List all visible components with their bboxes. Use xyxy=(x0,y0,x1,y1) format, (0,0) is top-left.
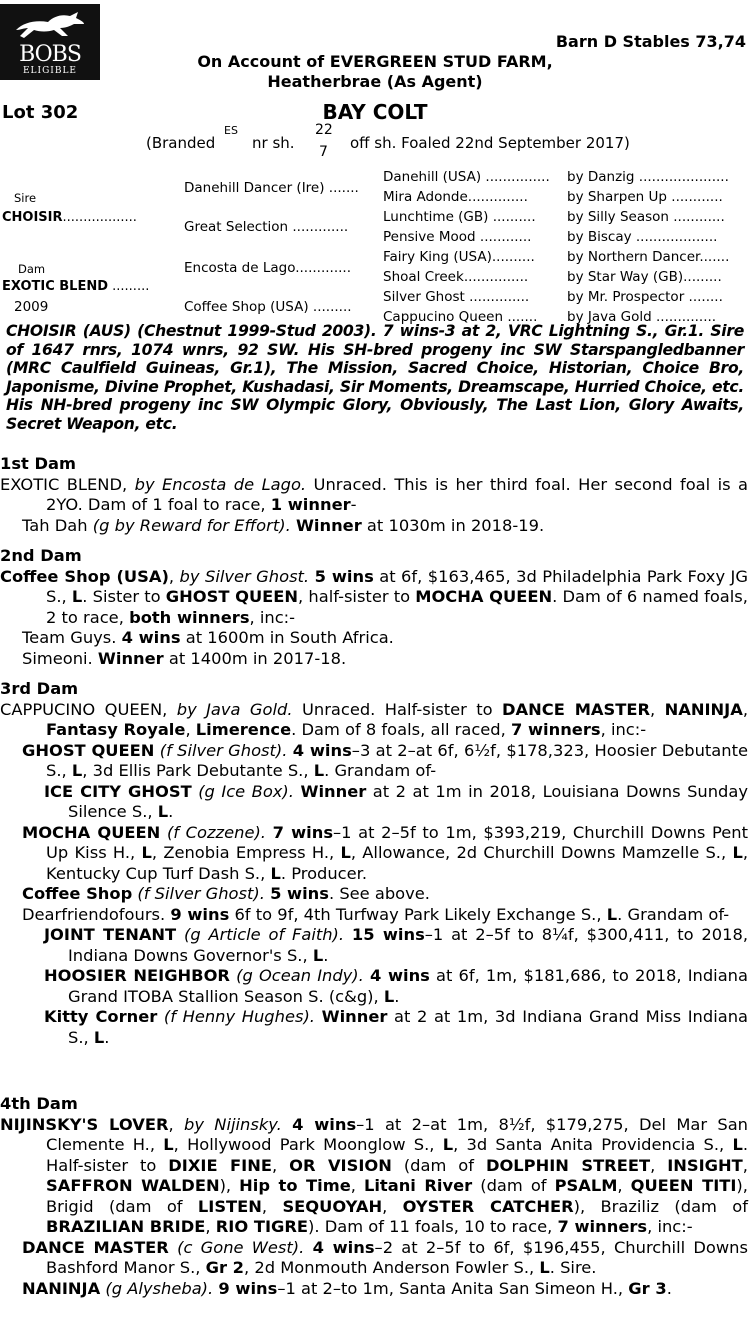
pedigree-gen3: Lunchtime (GB) .......... xyxy=(383,209,536,225)
gen4-2: by Silly Season xyxy=(567,209,669,225)
dam-entry: EXOTIC BLEND, by Encosta de Lago. Unraced. This is her third foal. Her second foal is a 2YO. Dam of 1 foal to race, 1 winner- xyxy=(0,474,748,514)
brand-mark: ES xyxy=(224,124,238,137)
dam-entry: NIJINSKY'S LOVER, by Nijinsky. 4 wins–1 at 2–at 1m, 8½f, $179,275, Del Mar San Clemente H., L, Hollywood Park Moonglow S., L, 3d Santa Anita Providencia S., L. Half-sister to DIXIE FINE, OR VISION (dam of DOLPHIN STREET, INSIGHT, SAFFRON WALDEN), Hip to Time, Litani River (dam of PSALM, QUEEN TITI), Brigid (dam of LISTEN, SEQUOYAH, OYSTER CATCHER), Braziliz (dam of BRAZILIAN BRIDE, RIO TIGRE). Dam of 11 foals, 10 to race, 7 winners, inc:- xyxy=(0,1114,749,1236)
gen3-6: Silver Ghost xyxy=(383,289,465,305)
progeny-entry: GHOST QUEEN (f Silver Ghost). 4 wins–3 at 2–at 6f, 6½f, $178,323, Hoosier Debutante S., L, 3d Ellis Park Debutante S., L. Grandam of- xyxy=(22,740,749,780)
gen4-6: by Mr. Prospector xyxy=(567,289,685,305)
gen4-5: by Star Way (GB) xyxy=(567,269,684,285)
pedigree-gen4: by Star Way (GB)......... xyxy=(567,269,722,285)
dam-entry: Coffee Shop (USA), by Silver Ghost. 5 wins at 6f, $163,465, 3d Philadelphia Park Foxy JG S., L. Sister to GHOST QUEEN, half-sister to MOCHA QUEEN. Dam of 6 named foals, 2 to race, both winners, inc:- xyxy=(0,566,748,627)
logo-text-sub: ELIGIBLE xyxy=(22,66,77,76)
progeny-entry: Simeoni. Winner at 1400m in 2017-18. xyxy=(22,648,347,668)
brand-suffix: off sh. Foaled 22nd September 2017) xyxy=(350,134,630,152)
gen2-2: Encosta de Lago xyxy=(184,260,296,276)
pedigree-gen3: Mira Adonde.............. xyxy=(383,189,528,205)
pedigree-gen3: Fairy King (USA).......... xyxy=(383,249,535,265)
progeny-entry: Tah Dah (g by Reward for Effort). Winner at 1030m in 2018-19. xyxy=(22,515,545,535)
progeny-entry: Dearfriendofours. 9 wins 6f to 9f, 4th Turfway Park Likely Exchange S., L. Grandam of- xyxy=(22,904,730,924)
gen4-7: by Java Gold xyxy=(567,309,652,325)
brand-number-bottom: 7 xyxy=(319,144,328,160)
pedigree-gen3: Silver Ghost .............. xyxy=(383,289,530,305)
pedigree-gen2: Encosta de Lago............. xyxy=(184,260,352,276)
pedigree-gen3: Cappucino Queen ....... xyxy=(383,309,538,325)
fourth-dam-section xyxy=(0,1094,748,1299)
gen2-0: Danehill Dancer (Ire) xyxy=(184,180,325,196)
pedigree-gen2: Danehill Dancer (Ire) ....... xyxy=(184,180,359,196)
brand-prefix: (Branded xyxy=(146,134,216,152)
pedigree-gen4: by Mr. Prospector ........ xyxy=(567,289,723,305)
lot-number: Lot 302 xyxy=(2,102,79,123)
gen2-1: Great Selection xyxy=(184,219,289,235)
pedigree-gen3: Danehill (USA) ............... xyxy=(383,169,550,185)
progeny-entry: Kitty Corner (f Henny Hughes). Winner at 2 at 1m, 3d Indiana Grand Miss Indiana S., L. xyxy=(44,1007,748,1047)
section-heading: 3rd Dam xyxy=(0,679,79,698)
brand-nr: nr sh. xyxy=(252,134,295,152)
pedigree-gen4: by Sharpen Up ............ xyxy=(567,189,723,205)
gen4-4: by Northern Dancer xyxy=(567,249,700,265)
dam-name-text: EXOTIC BLEND xyxy=(2,279,109,294)
vendor-line: On Account of EVERGREEN STUD FARM, xyxy=(197,52,553,71)
pedigree-gen3: Pensive Mood ............ xyxy=(383,229,532,245)
pedigree-gen3: Shoal Creek............... xyxy=(383,269,529,285)
dam-label: Dam xyxy=(18,262,46,276)
pedigree-gen4: by Northern Dancer....... xyxy=(567,249,730,265)
gen3-2: Lunchtime (GB) xyxy=(383,209,489,225)
progeny-entry: JOINT TENANT (g Article of Faith). 15 wins–1 at 2–5f to 8¼f, $300,411, to 2018, Indiana Downs Governor's S., L. xyxy=(44,925,749,965)
section-heading: 1st Dam xyxy=(0,454,76,473)
gen4-3: by Biscay xyxy=(567,229,632,245)
gen2-3: Coffee Shop (USA) xyxy=(184,299,309,315)
pedigree-gen2: Great Selection ............. xyxy=(184,219,349,235)
progeny-entry: Coffee Shop (f Silver Ghost). 5 wins. See above. xyxy=(22,884,430,903)
pedigree-gen4: by Silly Season ............ xyxy=(567,209,725,225)
pedigree-gen4: by Danzig ..................... xyxy=(567,169,729,185)
gen3-5: Shoal Creek xyxy=(383,269,464,285)
pedigree-gen2: Coffee Shop (USA) ......... xyxy=(184,299,352,315)
gen3-0: Danehill (USA) xyxy=(383,169,482,185)
progeny-entry: DANCE MASTER (c Gone West). 4 wins–2 at 2–5f to 6f, $196,455, Churchill Downs Bashford Manor S., Gr 2, 2d Monmouth Anderson Fowler S., L. Sire. xyxy=(22,1237,748,1277)
page-title: BAY COLT xyxy=(322,100,428,124)
section-heading: 4th Dam xyxy=(0,1094,78,1113)
progeny-entry: Team Guys. 4 wins at 1600m in South Africa. xyxy=(22,628,394,647)
third-dam-section xyxy=(0,679,748,1048)
gen4-0: by Danzig xyxy=(567,169,635,185)
sire-label: Sire xyxy=(14,191,37,205)
gen4-1: by Sharpen Up xyxy=(567,189,667,205)
brand-line xyxy=(0,122,750,166)
first-dam-section xyxy=(0,454,748,536)
gen3-3: Pensive Mood xyxy=(383,229,476,245)
gen3-7: Cappucino Queen xyxy=(383,309,504,325)
brand-number-top: 22 xyxy=(315,122,333,138)
agent-line: Heatherbrae (As Agent) xyxy=(267,72,483,91)
logo-text-main: BOBS xyxy=(19,42,81,67)
sire-name: CHOISIR.................. xyxy=(2,210,137,225)
section-heading: 2nd Dam xyxy=(0,546,82,565)
pedigree-gen4: by Biscay ................... xyxy=(567,229,718,245)
pedigree-gen4: by Java Gold .............. xyxy=(567,309,717,325)
progeny-entry: NANINJA (g Alysheba). 9 wins–1 at 2–to 1m, Santa Anita San Simeon H., Gr 3. xyxy=(22,1278,672,1298)
barn-location: Barn D Stables 73,74 xyxy=(555,32,746,51)
progeny-entry: MOCHA QUEEN (f Cozzene). 7 wins–1 at 2–5f to 1m, $393,219, Churchill Downs Pent Up Kiss H., L, Zenobia Empress H., L, Allowance, 2d Churchill Downs Mamzelle S., L, Kentucky Cup Turf Dash S., L. Producer. xyxy=(22,822,748,883)
second-dam-section xyxy=(0,546,748,669)
sire-summary: CHOISIR (AUS) (Chestnut 1999-Stud 2003). 7 wins-3 at 2, VRC Lightning S., Gr.1. Sire of 1647 rnrs, 1074 wnrs, 92 SW. His SH-bred progeny inc SW Starspangledbanner (MRC Caulfield Guineas, Gr.1), The Mission, Sacred Choice, Historian, Choice Bro, Japonisme, Divine Prophet, Kushadasi, Sir Moments, Dreamscape, Hurried Choice, etc. His NH-bred progeny inc SW Olympic Glory, Obviously, The Last Lion, Glory Awaits, Secret Weapon, etc. xyxy=(6,322,744,433)
progeny-entry: ICE CITY GHOST (g Ice Box). Winner at 2 at 1m in 2018, Louisiana Downs Sunday Silence S., L. xyxy=(44,781,748,821)
gen3-1: Mira Adonde xyxy=(383,189,468,205)
dam-year: 2009 xyxy=(14,299,49,315)
sire-name-text: CHOISIR xyxy=(2,210,63,225)
dam-entry: CAPPUCINO QUEEN, by Java Gold. Unraced. Half-sister to DANCE MASTER, NANINJA, Fantasy Royale, Limerence. Dam of 8 foals, all raced, 7 winners, inc:- xyxy=(0,699,748,739)
progeny-entry: HOOSIER NEIGHBOR (g Ocean Indy). 4 wins at 6f, 1m, $181,686, to 2018, Indiana Grand ITOBA Stallion Season S. (c&g), L. xyxy=(44,966,748,1006)
dam-name: EXOTIC BLEND ......... xyxy=(2,279,150,294)
gen3-4: Fairy King (USA) xyxy=(383,249,492,265)
racehorse-icon xyxy=(14,10,86,40)
